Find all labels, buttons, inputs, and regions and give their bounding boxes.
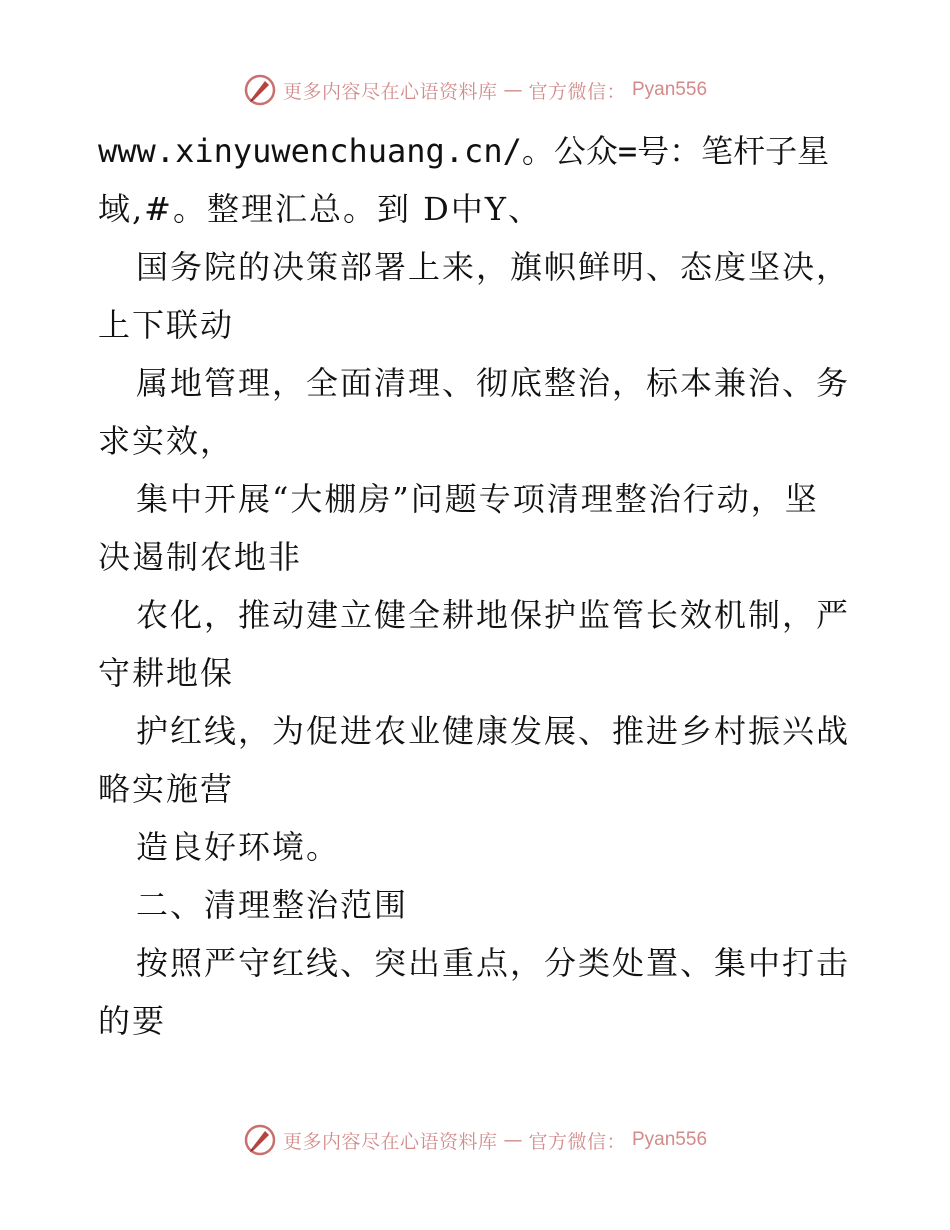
watermark-text: 更多内容尽在心语资料库 <box>282 80 498 103</box>
text-line: 守耕地保 <box>98 654 235 692</box>
watermark-separator: — <box>503 1129 523 1151</box>
text-line: 略实施营 <box>98 770 235 808</box>
section-heading: 二、清理整治范围 <box>136 886 409 924</box>
header-watermark <box>0 70 950 110</box>
watermark-wechat-id: Pyan556 <box>632 1129 708 1150</box>
text-line: 农化，推动建立健全耕地保护监管长效机制，严 <box>136 596 851 634</box>
text-line: 属地管理，全面清理、彻底整治，标本兼治、务 <box>136 364 851 402</box>
text-line: 域,#。整理汇总。到 D中Y、 <box>98 190 542 228</box>
text-line: 国务院的决策部署上来，旗帜鲜明、态度坚决， <box>136 248 851 286</box>
text-line: 求实效， <box>98 422 235 460</box>
text-line: 决遏制农地非 <box>98 538 303 576</box>
text-line: 的要 <box>98 1002 167 1040</box>
watermark-separator: — <box>503 79 523 101</box>
text-line: 集中开展“大棚房”问题专项清理整治行动，坚 <box>136 480 819 518</box>
text-line: 护红线，为促进农业健康发展、推进乡村振兴战 <box>136 712 851 750</box>
text-line: 按照严守红线、突出重点，分类处置、集中打击 <box>136 944 851 982</box>
text-line: www.xinyuwenchuang.cn/。公众=号：笔杆子星 <box>98 132 830 170</box>
watermark-wechat-id: Pyan556 <box>632 79 708 100</box>
document-body <box>98 122 858 1050</box>
watermark-label: 官方微信： <box>528 1130 626 1153</box>
footer-watermark <box>0 1120 950 1160</box>
pen-nib-circle-icon <box>243 1123 277 1157</box>
watermark-label: 官方微信： <box>528 80 626 103</box>
text-line: 造良好环境。 <box>136 828 341 866</box>
pen-nib-circle-icon <box>243 73 277 107</box>
watermark-text: 更多内容尽在心语资料库 <box>282 1130 498 1153</box>
text-line: 上下联动 <box>98 306 235 344</box>
